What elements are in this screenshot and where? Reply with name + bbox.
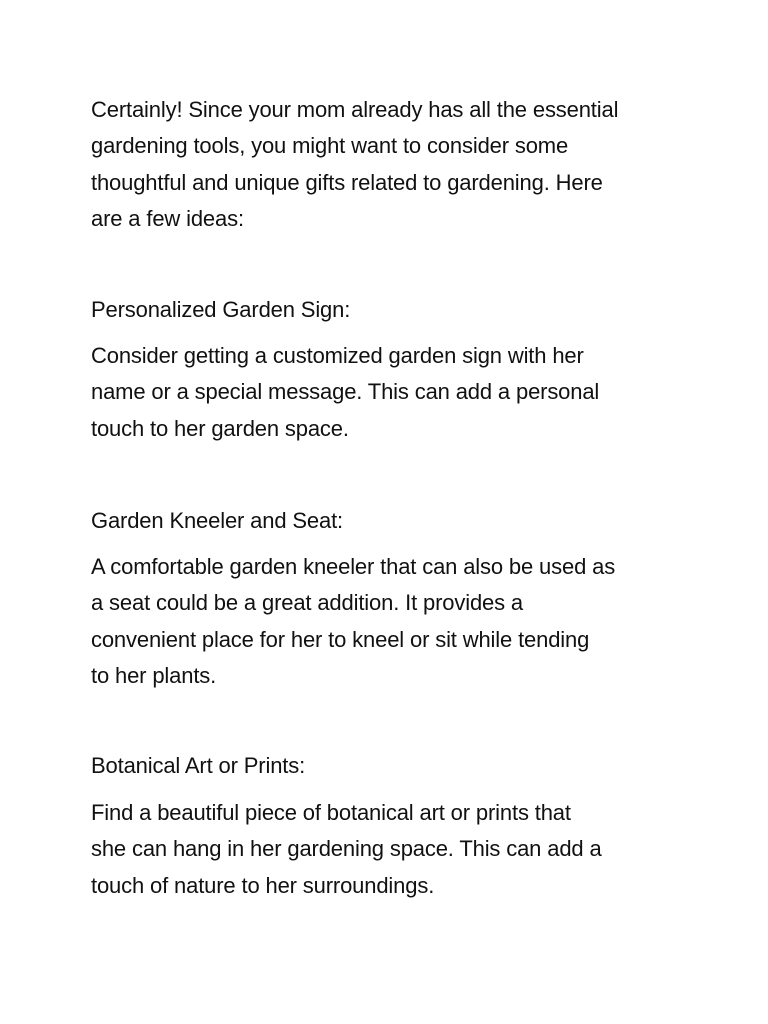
section-heading-botanical-art bbox=[91, 748, 691, 784]
body-line: to her plants. bbox=[91, 662, 217, 688]
body-line: Find a beautiful piece of botanical art or prints that bbox=[91, 800, 571, 825]
intro-line: gardening tools, you might want to consider some bbox=[91, 133, 569, 159]
section-heading-garden-kneeler bbox=[91, 503, 691, 539]
body-line: convenient place for her to kneel or sit while tending bbox=[91, 626, 590, 652]
section-body-garden-kneeler bbox=[91, 549, 691, 694]
body-line: name or a special message. This can add a personal bbox=[91, 379, 600, 405]
section-body-botanical-art bbox=[91, 795, 691, 904]
section-heading-garden-sign bbox=[91, 292, 691, 328]
section-body-garden-sign bbox=[91, 338, 691, 447]
section-heading-text: Botanical Art or Prints: bbox=[91, 753, 306, 778]
body-line: Consider getting a customized garden sign with her bbox=[91, 343, 584, 368]
intro-paragraph bbox=[91, 92, 691, 237]
section-heading-text: Garden Kneeler and Seat: bbox=[91, 508, 344, 533]
body-line: touch to her garden space. bbox=[91, 415, 349, 441]
intro-line: thoughtful and unique gifts related to gardening. Here bbox=[91, 169, 603, 195]
body-line: touch of nature to her surroundings. bbox=[91, 872, 435, 898]
intro-line: are a few ideas: bbox=[91, 205, 244, 231]
body-line: she can hang in her gardening space. This can add a bbox=[91, 836, 602, 862]
section-heading-text: Personalized Garden Sign: bbox=[91, 297, 351, 322]
body-line: a seat could be a great addition. It provides a bbox=[91, 590, 524, 616]
body-line: A comfortable garden kneeler that can also be used as bbox=[91, 554, 616, 579]
intro-line: Certainly! Since your mom already has all the essential bbox=[91, 97, 619, 122]
